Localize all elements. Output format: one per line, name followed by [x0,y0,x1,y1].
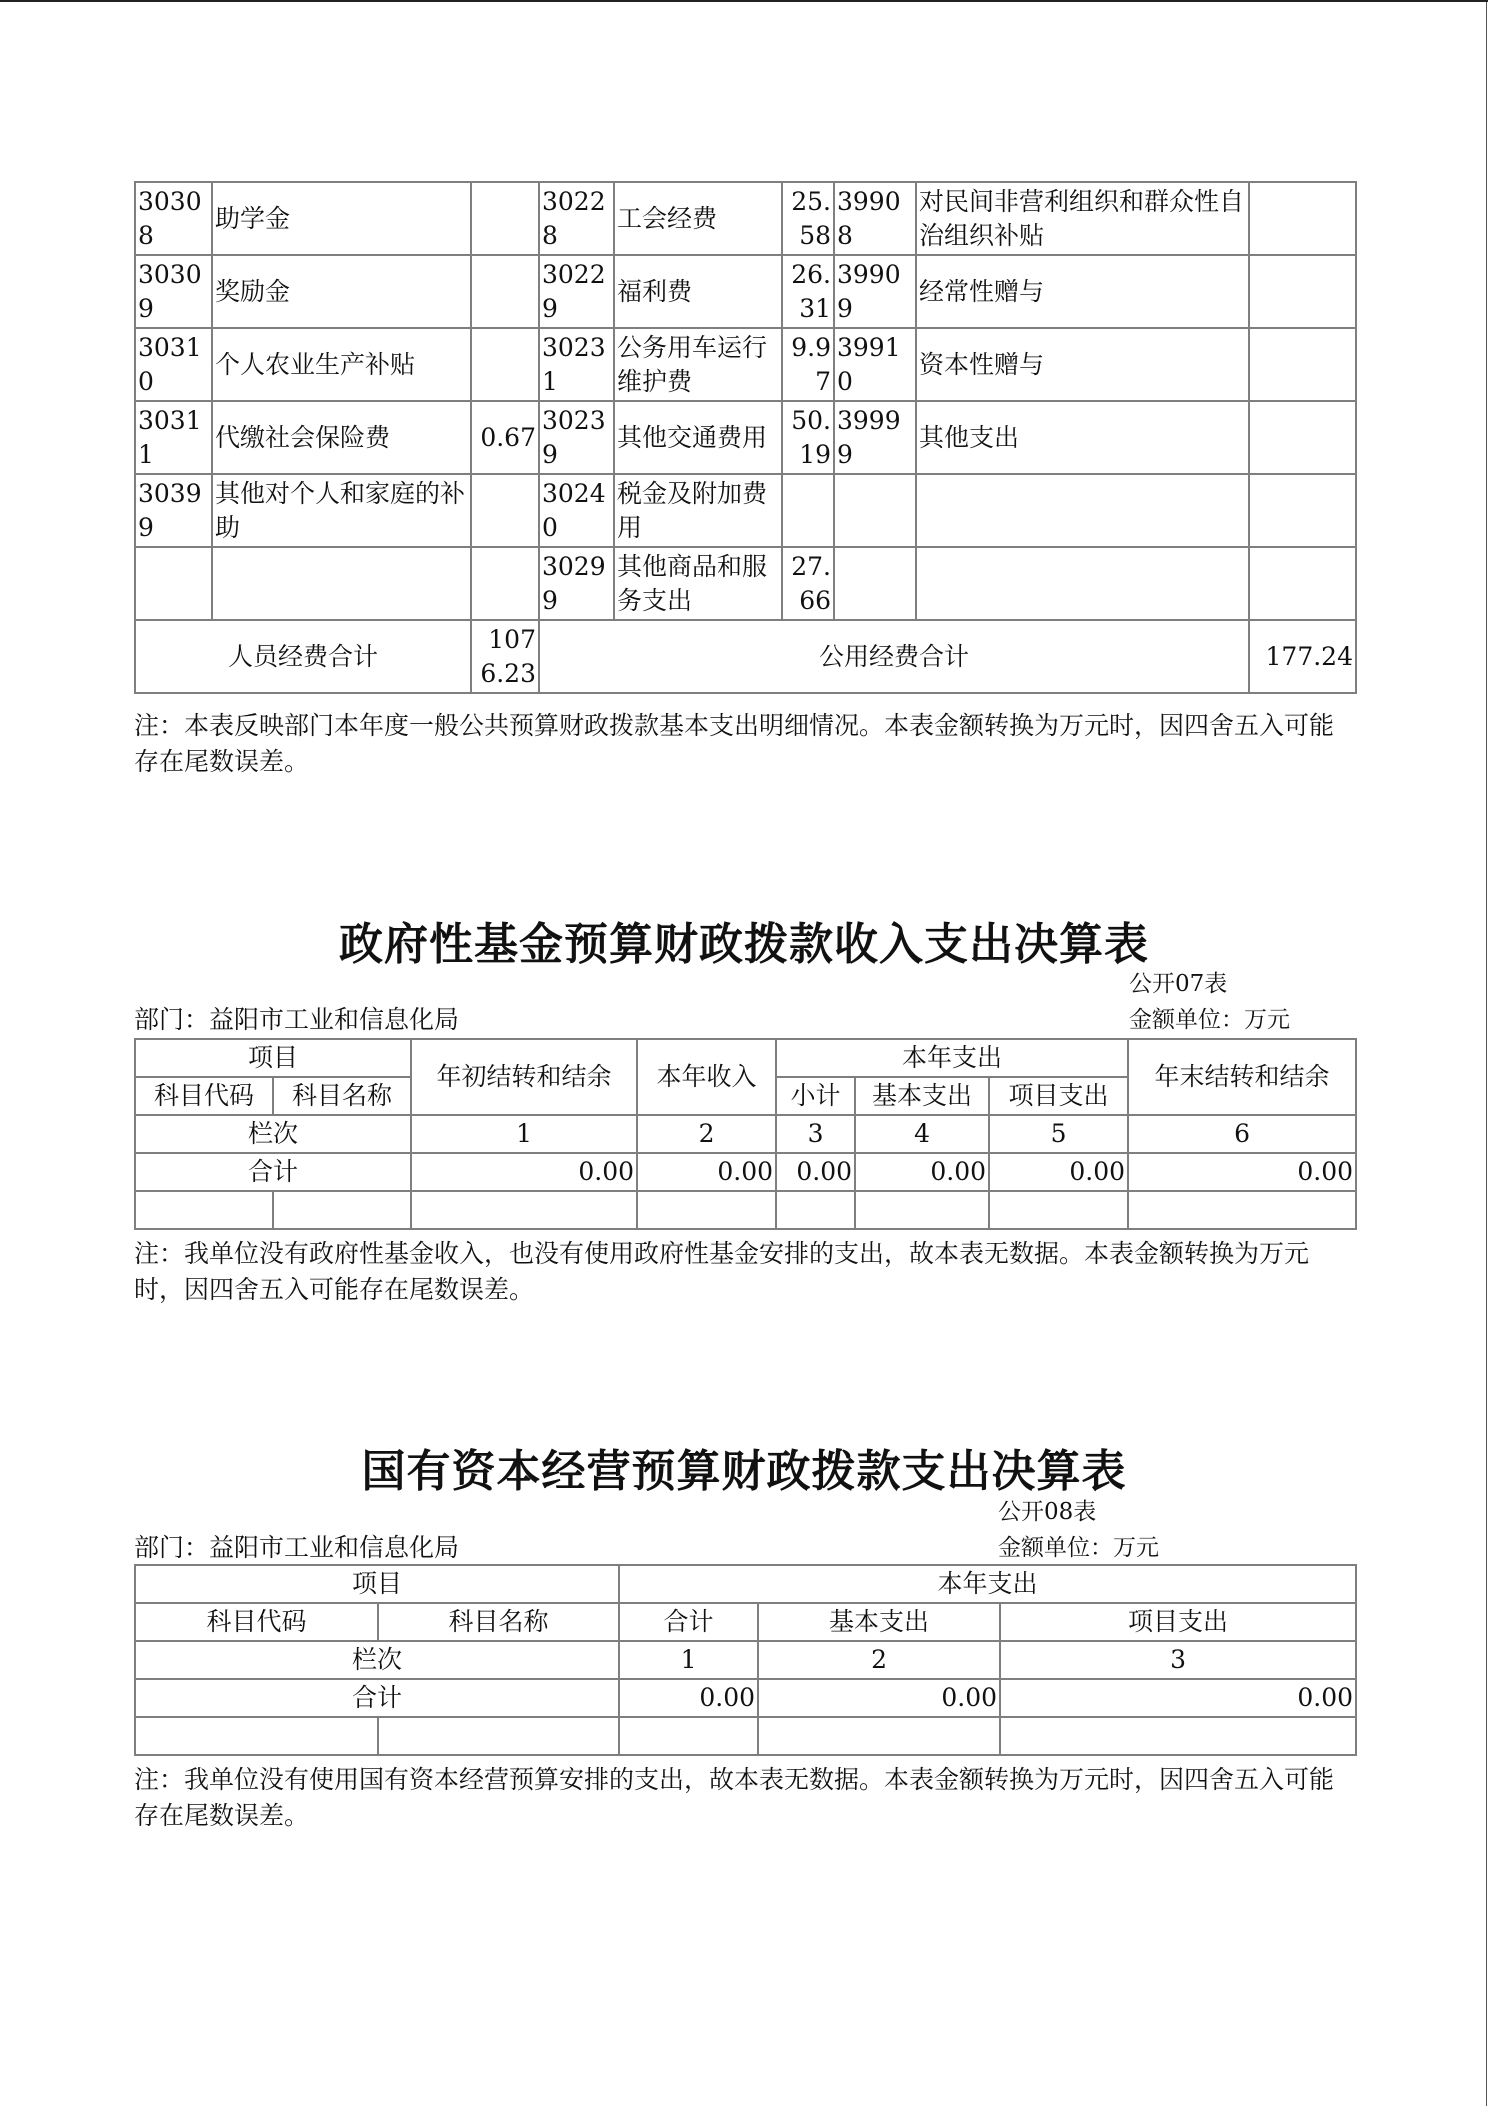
gov-fund-note: 注：我单位没有政府性基金收入，也没有使用政府性基金安排的支出，故本表无数据。本表金额转换为万元时，因四舍五入可能存在尾数误差。 [134,1239,1310,1304]
expense-code: 30239 [539,401,614,474]
header-row-1 [135,1565,1356,1603]
expense-code: 39909 [834,255,916,328]
expense-name: 福利费 [614,255,782,328]
gov-fund-table [134,1038,1357,1230]
header-basic: 基本支出 [758,1603,1000,1641]
state-capital-table-no: 公开08表 [998,1499,1097,1525]
column-index: 3 [776,1115,855,1153]
expense-code: 39908 [834,182,916,255]
header-row-2 [135,1603,1356,1641]
page-edge [1486,2,1487,2106]
header-expenditure: 本年支出 [619,1565,1356,1603]
header-name: 科目名称 [378,1603,619,1641]
expense-amount [1249,547,1356,620]
total-value: 0.00 [1000,1679,1356,1717]
basic-expenditure-table [134,181,1357,694]
empty-cell [273,1191,411,1229]
column-index-row [135,1641,1356,1679]
expense-amount [471,547,539,620]
basic-expenditure-note: 注：本表反映部门本年度一般公共预算财政拨款基本支出明细情况。本表金额转换为万元时，因四舍五入可能存在尾数误差。 [134,711,1335,776]
total-value: 0.00 [989,1153,1128,1191]
personnel-total-value: 1076.23 [471,620,539,693]
expense-amount: 25.58 [782,182,834,255]
total-value: 0.00 [855,1153,989,1191]
expense-name: 个人农业生产补贴 [212,328,471,401]
expense-code: 39910 [834,328,916,401]
total-value: 0.00 [1128,1153,1356,1191]
expense-amount: 50.19 [782,401,834,474]
expense-name: 其他支出 [916,401,1249,474]
expense-name [916,547,1249,620]
table-row [135,255,1356,328]
empty-cell [855,1191,989,1229]
gov-fund-title: 政府性基金预算财政拨款收入支出决算表 [339,919,1149,970]
expense-name: 代缴社会保险费 [212,401,471,474]
header-closing-balance: 年末结转和结余 [1128,1039,1356,1115]
header-basic: 基本支出 [855,1077,989,1115]
expense-name: 资本性赠与 [916,328,1249,401]
header-expenditure: 本年支出 [776,1039,1128,1077]
header-opening-balance: 年初结转和结余 [411,1039,637,1115]
expense-code: 39999 [834,401,916,474]
expense-code: 30309 [135,255,212,328]
expense-code: 30308 [135,182,212,255]
expense-code: 30310 [135,328,212,401]
expense-code: 30399 [135,474,212,547]
empty-cell [619,1717,758,1755]
expense-amount [471,328,539,401]
column-index: 6 [1128,1115,1356,1153]
column-index-row [135,1115,1356,1153]
empty-cell [135,1717,378,1755]
expense-code: 30231 [539,328,614,401]
expense-name: 经常性赠与 [916,255,1249,328]
state-capital-unit: 金额单位：万元 [998,1535,1159,1561]
total-value: 0.00 [411,1153,637,1191]
expense-code [834,474,916,547]
header-project: 项目支出 [989,1077,1128,1115]
expense-amount [1249,255,1356,328]
total-value: 0.00 [758,1679,1000,1717]
state-capital-department: 部门：益阳市工业和信息化局 [134,1533,460,1562]
total-label: 合计 [135,1679,619,1717]
header-name: 科目名称 [273,1077,411,1115]
empty-row [135,1717,1356,1755]
empty-cell [776,1191,855,1229]
table-row [135,401,1356,474]
header-project: 项目支出 [1000,1603,1356,1641]
expense-name: 奖励金 [212,255,471,328]
expense-name: 工会经费 [614,182,782,255]
public-total-value: 177.24 [1249,620,1356,693]
expense-code: 30229 [539,255,614,328]
public-total-label: 公用经费合计 [539,620,1249,693]
expense-code: 30228 [539,182,614,255]
column-index-label: 栏次 [135,1641,619,1679]
header-code: 科目代码 [135,1603,378,1641]
column-index: 3 [1000,1641,1356,1679]
expense-amount: 0.67 [471,401,539,474]
expense-name: 其他交通费用 [614,401,782,474]
column-index-label: 栏次 [135,1115,411,1153]
expense-amount [1249,401,1356,474]
expense-code [834,547,916,620]
total-value: 0.00 [637,1153,776,1191]
total-row [135,1679,1356,1717]
empty-cell [1000,1717,1356,1755]
gov-fund-department: 部门：益阳市工业和信息化局 [134,1005,460,1034]
expense-code: 30299 [539,547,614,620]
state-capital-title: 国有资本经营预算财政拨款支出决算表 [361,1446,1127,1497]
table-row [135,182,1356,255]
table-row [135,328,1356,401]
empty-cell [411,1191,637,1229]
expense-name: 其他商品和服务支出 [614,547,782,620]
expense-name: 其他对个人和家庭的补助 [212,474,471,547]
empty-cell [758,1717,1000,1755]
column-index: 2 [637,1115,776,1153]
state-capital-note: 注：我单位没有使用国有资本经营预算安排的支出，故本表无数据。本表金额转换为万元时，因四舍五入可能存在尾数误差。 [134,1765,1335,1830]
table-row [135,547,1356,620]
expense-amount [782,474,834,547]
header-total: 合计 [619,1603,758,1641]
totals-row [135,620,1356,693]
expense-name [212,547,471,620]
empty-cell [135,1191,273,1229]
empty-cell [989,1191,1128,1229]
expense-amount [1249,328,1356,401]
empty-cell [1128,1191,1356,1229]
column-index: 4 [855,1115,989,1153]
total-value: 0.00 [776,1153,855,1191]
personnel-total-label: 人员经费合计 [135,620,471,693]
total-value: 0.00 [619,1679,758,1717]
expense-amount [1249,182,1356,255]
empty-row [135,1191,1356,1229]
header-row-1 [135,1039,1356,1077]
header-item: 项目 [135,1565,619,1603]
total-row [135,1153,1356,1191]
expense-code: 30311 [135,401,212,474]
empty-cell [637,1191,776,1229]
expense-name: 助学金 [212,182,471,255]
expense-amount: 9.97 [782,328,834,401]
empty-cell [378,1717,619,1755]
gov-fund-unit: 金额单位：万元 [1129,1007,1290,1033]
header-code: 科目代码 [135,1077,273,1115]
header-income: 本年收入 [637,1039,776,1115]
table-row [135,474,1356,547]
gov-fund-table-no: 公开07表 [1129,971,1228,997]
expense-amount [471,255,539,328]
expense-amount: 26.31 [782,255,834,328]
expense-code: 30240 [539,474,614,547]
column-index: 2 [758,1641,1000,1679]
expense-name: 税金及附加费用 [614,474,782,547]
expense-amount [471,474,539,547]
expense-name [916,474,1249,547]
column-index: 1 [619,1641,758,1679]
column-index: 5 [989,1115,1128,1153]
expense-amount [1249,474,1356,547]
expense-name: 对民间非营利组织和群众性自治组织补贴 [916,182,1249,255]
expense-amount [471,182,539,255]
expense-code [135,547,212,620]
total-label: 合计 [135,1153,411,1191]
column-index: 1 [411,1115,637,1153]
state-capital-table [134,1564,1357,1756]
header-item: 项目 [135,1039,411,1077]
expense-name: 公务用车运行维护费 [614,328,782,401]
header-subtotal: 小计 [776,1077,855,1115]
expense-amount: 27.66 [782,547,834,620]
